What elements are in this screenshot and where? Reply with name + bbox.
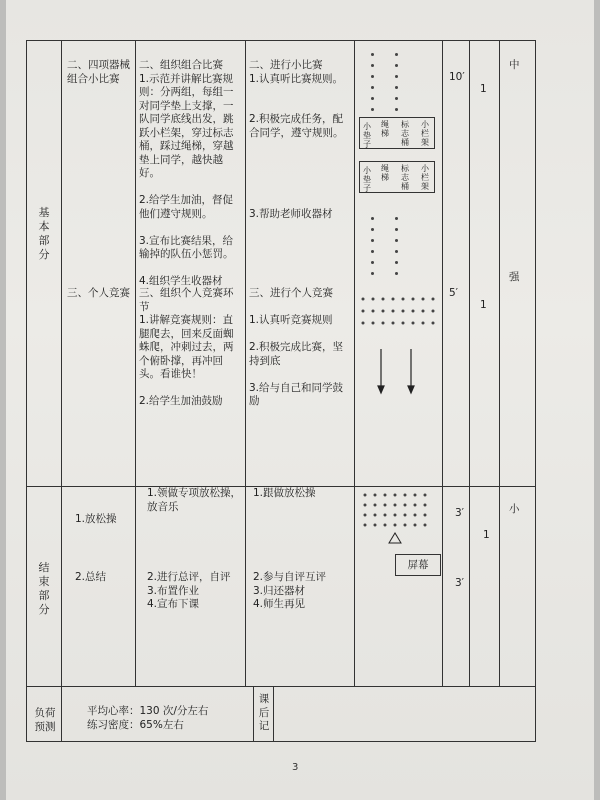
formation-dots xyxy=(395,217,398,283)
col-divider xyxy=(499,41,500,686)
bucket-label: 标 志 桶 xyxy=(401,164,409,191)
screen-box: 屏幕 xyxy=(395,554,441,576)
col-divider xyxy=(442,41,443,686)
intensity-r1: 中 xyxy=(509,59,520,71)
content-r2: 三、个人竞赛 xyxy=(67,287,130,299)
heart-rate: 平均心率：130 次/分左右 xyxy=(87,705,209,717)
teacher-r4: 2.进行总评，自评 3.布置作业 4.宣布下课 xyxy=(147,571,231,610)
student-r3: 1.跟做放松操 xyxy=(253,487,316,499)
time-r4: 3′ xyxy=(455,577,465,589)
col-divider xyxy=(61,41,62,741)
ladder-label: 绳 梯 xyxy=(381,120,389,138)
mat-label: 小 垫 子 xyxy=(363,122,371,149)
hurdle-label: 小 栏 架 xyxy=(421,164,429,191)
content-r1: 二、四项器械 组合小比赛 xyxy=(67,59,130,85)
intensity-r3: 小 xyxy=(509,503,520,515)
hurdle-label: 小 栏 架 xyxy=(421,120,429,147)
student-r4: 2.参与自评互评 3.归还器材 4.师生再见 xyxy=(253,571,327,610)
time-r2: 5′ xyxy=(449,287,459,299)
time-r3: 3′ xyxy=(455,507,465,519)
teacher-r1: 二、组织组合比赛 1.示范并讲解比赛规 则：分两组，每组一 对同学垫上支撑，一 队同学底线出发，跳 跃小栏架，穿过标志 桶，踩过绳梯，穿越 垫上同学，越快越 好。 2.给学生加油，督促 他们遵守规则。 3.宣布比赛结果，给 输掉的队伍小惩罚。 4.组织学生收器材 xyxy=(139,59,234,287)
mat-label: 小 垫 子 xyxy=(363,166,371,193)
student-r2: 三、进行个人竞赛 1.认真听竞赛规则 2.积极完成比赛，坚 持到底 3.给与自己和同学鼓 励 xyxy=(249,287,344,407)
count-r3: 1 xyxy=(483,529,490,541)
col-divider xyxy=(245,41,246,686)
section-ending-label: 结 束 部 分 xyxy=(38,561,50,616)
race-diagram xyxy=(355,293,441,403)
teacher-triangle-icon xyxy=(389,533,401,543)
equipment-layout-box xyxy=(359,117,435,149)
content-r3: 1.放松操 xyxy=(75,513,117,525)
lesson-plan-table xyxy=(26,40,536,742)
load-label: 负荷 预测 xyxy=(34,707,56,733)
formation-dots xyxy=(395,53,398,119)
count-r1: 1 xyxy=(480,83,487,95)
notes-label: 课 后 记 xyxy=(258,693,270,732)
student-r1: 二、进行小比赛 1.认真听比赛规则。 2.积极完成任务，配 合同学，遵守规则。 3.帮助老师收器材 xyxy=(249,59,344,220)
teacher-r3: 1.领做专项放松操， 放音乐 xyxy=(147,487,242,513)
col-divider xyxy=(273,686,274,741)
practice-density: 练习密度：65%左右 xyxy=(87,719,184,731)
teacher-r2: 三、组织个人竞赛环 节 1.讲解竞赛规则：直 腿爬去，回来反面蜘 蛛爬，冲刺过去，两 个俯卧撑，再冲回 头。看谁快！ 2.给学生加油鼓励 xyxy=(139,287,234,407)
time-r1: 10′ xyxy=(449,71,465,83)
col-divider xyxy=(469,41,470,686)
section-basic-label: 基 本 部 分 xyxy=(38,206,50,261)
ladder-label: 绳 梯 xyxy=(381,164,389,182)
content-r4: 2.总结 xyxy=(75,571,107,583)
equipment-layout-box xyxy=(359,161,435,193)
page-number: 3 xyxy=(292,762,299,773)
intensity-r2: 强 xyxy=(509,271,520,283)
cooldown-diagram xyxy=(357,489,441,549)
formation-dots xyxy=(371,217,374,283)
bucket-label: 标 志 桶 xyxy=(401,120,409,147)
formation-dots xyxy=(371,53,374,119)
col-divider xyxy=(135,41,136,686)
count-r2: 1 xyxy=(480,299,487,311)
col-divider xyxy=(253,686,254,741)
row-divider xyxy=(27,686,535,687)
